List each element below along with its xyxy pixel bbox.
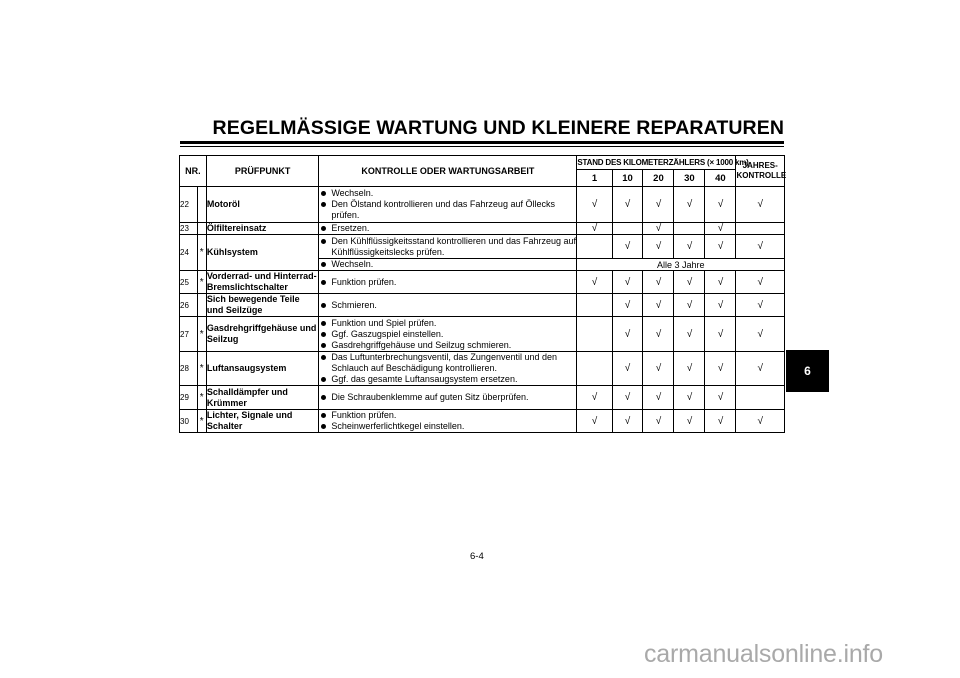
task-list	[319, 188, 576, 221]
check-cell: √	[612, 410, 643, 433]
annual-check-cell: √	[736, 317, 785, 352]
check-cell: √	[643, 271, 674, 294]
row-asterisk	[197, 187, 206, 223]
row-number: 30	[180, 410, 198, 433]
check-cell: √	[612, 317, 643, 352]
check-cell	[674, 223, 705, 235]
check-cell	[577, 294, 612, 317]
table-row	[180, 410, 785, 433]
header-km-1: 1	[577, 170, 612, 187]
row-item: Motoröl	[206, 187, 319, 223]
annual-check-cell: √	[736, 235, 785, 259]
header-km-40: 40	[705, 170, 736, 187]
row-number: 27	[180, 317, 198, 352]
row-item: Sich bewegende Teile und Seilzüge	[206, 294, 319, 317]
check-cell: √	[674, 235, 705, 259]
check-cell: √	[643, 223, 674, 235]
check-cell: √	[643, 187, 674, 223]
check-cell: √	[643, 352, 674, 386]
task-item: Gasdrehgriffgehäuse und Seilzug schmieren.	[319, 340, 576, 351]
task-item: Funktion prüfen.	[319, 410, 576, 421]
table-row	[180, 223, 785, 235]
check-cell: √	[643, 294, 674, 317]
annual-check-cell: √	[736, 294, 785, 317]
table-row	[180, 352, 785, 386]
row-asterisk	[197, 294, 206, 317]
maintenance-table	[179, 155, 785, 433]
row-item: Luftansaugsystem	[206, 352, 319, 386]
check-cell: √	[612, 235, 643, 259]
row-tasks	[319, 410, 577, 433]
check-cell: √	[612, 187, 643, 223]
task-item: Wechseln.	[319, 259, 576, 270]
check-cell: √	[577, 386, 612, 410]
header-pruefpunkt: PRÜFPUNKT	[206, 156, 319, 187]
header-km-30: 30	[674, 170, 705, 187]
row-tasks	[319, 235, 577, 259]
header-kontrolle: KONTROLLE ODER WARTUNGSARBEIT	[319, 156, 577, 187]
check-cell: √	[577, 410, 612, 433]
check-cell: √	[577, 271, 612, 294]
row-item: Schalldämpfer und Krümmer	[206, 386, 319, 410]
row-tasks	[319, 294, 577, 317]
annual-check-cell: √	[736, 271, 785, 294]
row-item: Vorderrad- und Hinterrad-Bremslichtschalter	[206, 271, 319, 294]
check-cell: √	[612, 294, 643, 317]
row-number: 23	[180, 223, 198, 235]
check-cell: √	[674, 294, 705, 317]
row-number: 28	[180, 352, 198, 386]
task-item: Den Ölstand kontrollieren und das Fahrzeug auf Öllecks prüfen.	[319, 199, 576, 221]
task-list	[319, 259, 576, 270]
header-km-20: 20	[643, 170, 674, 187]
check-cell: √	[705, 386, 736, 410]
check-cell: √	[643, 410, 674, 433]
task-item: Schmieren.	[319, 300, 576, 311]
task-list	[319, 410, 576, 432]
check-cell: √	[577, 187, 612, 223]
check-cell: √	[612, 386, 643, 410]
check-cell: √	[674, 317, 705, 352]
row-tasks	[319, 386, 577, 410]
table-row	[180, 271, 785, 294]
row-asterisk: *	[197, 352, 206, 386]
task-list	[319, 392, 576, 403]
table-row	[180, 235, 785, 259]
table-row	[180, 187, 785, 223]
table-row	[180, 317, 785, 352]
check-cell: √	[705, 317, 736, 352]
row-item: Ölfiltereinsatz	[206, 223, 319, 235]
task-item: Funktion und Spiel prüfen.	[319, 318, 576, 329]
header-jahreskontrolle	[736, 156, 785, 187]
header-jahres-line1: JAHRES-	[742, 161, 778, 170]
check-cell	[612, 223, 643, 235]
page-number: 6-4	[470, 551, 484, 562]
header-km-10: 10	[612, 170, 643, 187]
task-item: Den Kühlflüssigkeitsstand kontrollieren und das Fahrzeug auf Kühlflüssigkeitslecks prüfen.	[319, 236, 576, 258]
watermark: carmanualsonline.info	[644, 640, 884, 668]
check-cell: √	[674, 271, 705, 294]
check-cell: √	[705, 187, 736, 223]
check-cell: √	[705, 352, 736, 386]
header-nr: NR.	[180, 156, 207, 187]
row-item: Gasdrehgriffgehäuse und Seilzug	[206, 317, 319, 352]
interval-span-cell: Alle 3 Jahre	[577, 259, 785, 271]
task-item: Scheinwerferlichtkegel einstellen.	[319, 421, 576, 432]
chapter-tab: 6	[786, 350, 829, 392]
check-cell: √	[674, 352, 705, 386]
row-tasks	[319, 187, 577, 223]
task-item: Wechseln.	[319, 188, 576, 199]
table-row	[180, 386, 785, 410]
row-asterisk: *	[197, 271, 206, 294]
annual-check-cell	[736, 223, 785, 235]
check-cell: √	[577, 223, 612, 235]
row-item: Lichter, Signale und Schalter	[206, 410, 319, 433]
check-cell	[577, 352, 612, 386]
row-number: 29	[180, 386, 198, 410]
row-asterisk: *	[197, 317, 206, 352]
check-cell: √	[643, 386, 674, 410]
table-header	[180, 156, 785, 187]
table-body	[180, 187, 785, 433]
check-cell: √	[705, 271, 736, 294]
check-cell: √	[612, 352, 643, 386]
check-cell: √	[674, 386, 705, 410]
task-item: Ersetzen.	[319, 223, 576, 234]
row-item: Kühlsystem	[206, 235, 319, 271]
row-number: 25	[180, 271, 198, 294]
row-tasks	[319, 271, 577, 294]
task-list	[319, 236, 576, 258]
row-asterisk	[197, 223, 206, 235]
row-number: 26	[180, 294, 198, 317]
task-list	[319, 277, 576, 288]
task-list	[319, 300, 576, 311]
check-cell: √	[705, 410, 736, 433]
task-item: Ggf. Gaszugspiel einstellen.	[319, 329, 576, 340]
annual-check-cell: √	[736, 410, 785, 433]
check-cell	[577, 317, 612, 352]
annual-check-cell: √	[736, 187, 785, 223]
check-cell: √	[705, 294, 736, 317]
check-cell	[577, 235, 612, 259]
task-list	[319, 223, 576, 234]
task-list	[319, 318, 576, 351]
check-cell: √	[674, 187, 705, 223]
row-tasks	[319, 223, 577, 235]
task-item: Funktion prüfen.	[319, 277, 576, 288]
check-cell: √	[643, 317, 674, 352]
row-number: 24	[180, 235, 198, 271]
header-stand: STAND DES KILOMETERZÄHLERS (× 1000 km)	[577, 156, 736, 170]
row-tasks	[319, 352, 577, 386]
task-list	[319, 352, 576, 385]
page-title: REGELMÄSSIGE WARTUNG UND KLEINERE REPARATUREN	[212, 117, 784, 139]
task-item: Ggf. das gesamte Luftansaugsystem ersetzen.	[319, 374, 576, 385]
check-cell: √	[705, 223, 736, 235]
task-item: Die Schraubenklemme auf guten Sitz überprüfen.	[319, 392, 576, 403]
row-asterisk: *	[197, 235, 206, 271]
row-tasks	[319, 259, 577, 271]
row-number: 22	[180, 187, 198, 223]
check-cell: √	[705, 235, 736, 259]
row-tasks	[319, 317, 577, 352]
annual-check-cell	[736, 386, 785, 410]
check-cell: √	[674, 410, 705, 433]
check-cell: √	[612, 271, 643, 294]
row-asterisk: *	[197, 386, 206, 410]
title-rule-thin	[180, 146, 784, 147]
row-asterisk: *	[197, 410, 206, 433]
title-rule-thick	[180, 141, 784, 144]
table-row	[180, 294, 785, 317]
header-jahres-line2: KONTROLLE	[736, 171, 787, 180]
check-cell: √	[643, 235, 674, 259]
annual-check-cell: √	[736, 352, 785, 386]
task-item: Das Luftunterbrechungsventil, das Zungenventil und den Schlauch auf Beschädigung kontrollieren.	[319, 352, 576, 374]
